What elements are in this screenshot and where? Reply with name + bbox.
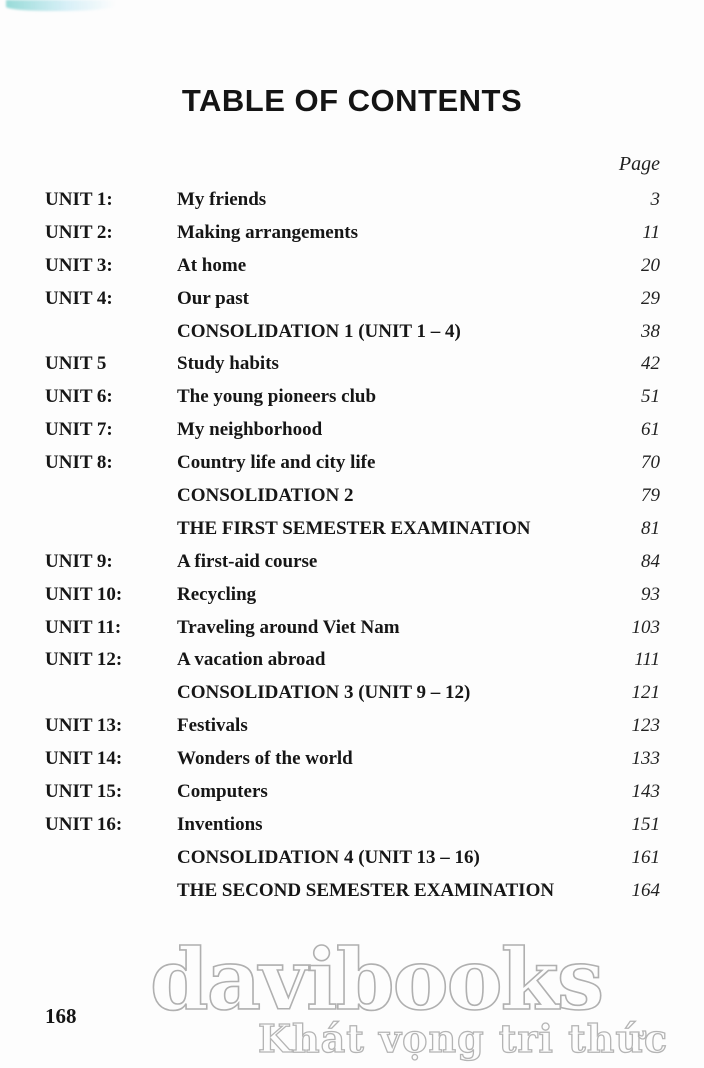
unit-page-number: 70 <box>641 452 660 474</box>
toc-row <box>45 184 660 217</box>
toc-row <box>45 677 660 710</box>
page-title: TABLE OF CONTENTS <box>181 83 523 118</box>
watermark-tagline-text: Khát vọng tri thức <box>258 1016 669 1061</box>
unit-page-number: 20 <box>641 254 660 276</box>
unit-title: Traveling around Viet Nam <box>177 616 400 638</box>
unit-label: UNIT 14: <box>45 748 123 770</box>
toc-row <box>45 612 660 645</box>
unit-label: UNIT 1: <box>45 189 113 210</box>
toc-row <box>45 776 660 809</box>
unit-label: UNIT 12: <box>45 649 123 671</box>
unit-title: Our past <box>177 287 249 309</box>
unit-title: Festivals <box>177 715 248 737</box>
unit-label: UNIT 9: <box>45 550 113 572</box>
unit-title: THE FIRST SEMESTER EXAMINATION <box>177 517 531 539</box>
toc-row <box>45 842 660 875</box>
unit-title: CONSOLIDATION 3 (UNIT 9 – 12) <box>177 682 471 704</box>
unit-page-number: 42 <box>641 353 660 375</box>
unit-label: UNIT 10: <box>45 583 123 605</box>
toc-row <box>45 217 660 250</box>
watermark-brand-text: davibooks <box>150 930 603 1029</box>
unit-page-number: 123 <box>631 715 660 737</box>
toc-row <box>45 480 660 513</box>
footer-page-number: 168 <box>45 1004 77 1028</box>
page-column-header: Page <box>618 153 660 175</box>
unit-label: UNIT 6: <box>45 386 113 408</box>
unit-page-number: 29 <box>641 287 660 309</box>
unit-title: CONSOLIDATION 1 (UNIT 1 – 4) <box>177 320 461 342</box>
unit-label: UNIT 5 <box>45 353 107 375</box>
unit-label: UNIT 2: <box>45 221 113 243</box>
toc-row <box>45 809 660 842</box>
scan-artifact-smudge <box>6 0 116 11</box>
toc-row <box>45 513 660 546</box>
unit-page-number: 143 <box>631 781 660 803</box>
unit-page-number: 38 <box>641 320 660 342</box>
toc-row <box>45 546 660 579</box>
unit-page-number: 151 <box>631 813 660 835</box>
unit-title: Wonders of the world <box>177 748 353 770</box>
toc-row <box>45 381 660 414</box>
unit-label: UNIT 8: <box>45 452 113 474</box>
toc-row <box>45 710 660 743</box>
unit-title: Making arrangements <box>177 221 359 243</box>
unit-title: Computers <box>177 781 268 803</box>
table-of-contents <box>45 184 660 908</box>
toc-row <box>45 316 660 349</box>
toc-row <box>45 743 660 776</box>
unit-label: UNIT 3: <box>45 254 113 276</box>
unit-title: The young pioneers club <box>177 386 377 408</box>
unit-title: My neighborhood <box>177 419 323 441</box>
unit-label: UNIT 11: <box>45 616 122 638</box>
toc-row <box>45 414 660 447</box>
unit-page-number: 61 <box>641 419 660 441</box>
unit-title: CONSOLIDATION 2 <box>177 485 354 507</box>
unit-label: UNIT 15: <box>45 781 123 803</box>
unit-page-number: 3 <box>650 189 660 210</box>
unit-page-number: 133 <box>631 748 660 770</box>
unit-page-number: 84 <box>641 550 660 572</box>
unit-page-number: 164 <box>631 879 660 901</box>
unit-page-number: 121 <box>631 682 660 704</box>
unit-title: A first-aid course <box>177 550 318 572</box>
unit-title: CONSOLIDATION 4 (UNIT 13 – 16) <box>177 846 480 868</box>
unit-label: UNIT 7: <box>45 419 113 441</box>
unit-title: THE SECOND SEMESTER EXAMINATION <box>177 879 555 901</box>
toc-row <box>45 250 660 283</box>
unit-page-number: 79 <box>641 485 660 507</box>
toc-row <box>45 447 660 480</box>
unit-page-number: 81 <box>641 517 660 539</box>
unit-title: A vacation abroad <box>177 649 326 671</box>
unit-page-number: 51 <box>641 386 660 408</box>
unit-title: Study habits <box>177 353 279 375</box>
unit-page-number: 103 <box>631 616 660 638</box>
unit-page-number: 93 <box>641 583 660 605</box>
unit-page-number: 161 <box>631 846 660 868</box>
unit-label: UNIT 4: <box>45 287 113 309</box>
unit-title: Recycling <box>177 583 257 605</box>
unit-label: UNIT 13: <box>45 715 123 737</box>
toc-row <box>45 644 660 677</box>
unit-title: Country life and city life <box>177 452 376 474</box>
unit-page-number: 111 <box>634 649 660 671</box>
unit-title: At home <box>177 254 247 276</box>
toc-row <box>45 348 660 381</box>
unit-title: My friends <box>177 189 267 210</box>
toc-row <box>45 579 660 612</box>
unit-title: Inventions <box>177 813 263 835</box>
toc-row <box>45 283 660 316</box>
unit-page-number: 11 <box>642 221 660 243</box>
unit-label: UNIT 16: <box>45 813 123 835</box>
toc-row <box>45 875 660 908</box>
